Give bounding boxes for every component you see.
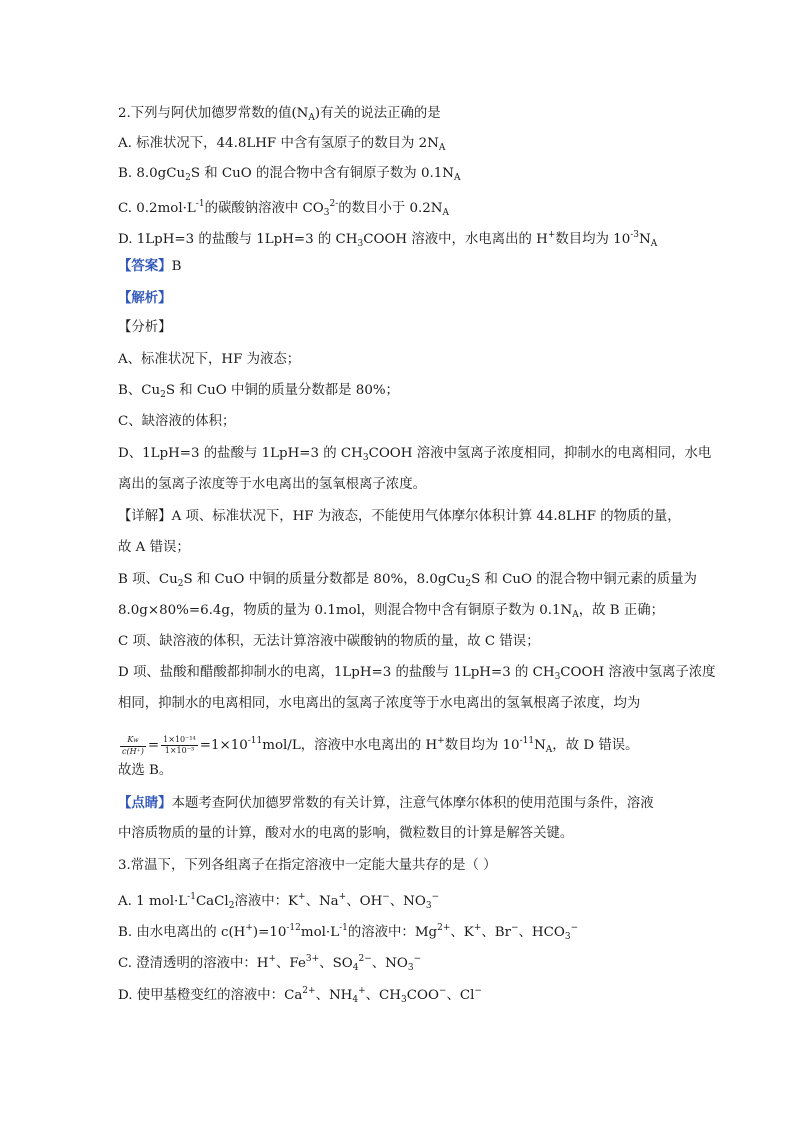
detail-c: C 项、缺溶液的体积，无法计算溶液中碳酸钠的物质的量，故 C 错误；: [118, 634, 540, 649]
detail-d-line3: $\frac{Kw}{c(H^+)}$ = $\frac{\text{1×10⁻¹⁴}}{\text{1×10⁻³}}$ $=1\times 10^{-11}mol/L$，溶液中水电离出的 H+数目均为 $10^{-11}N_A$，故 D 错误。: [122, 734, 639, 756]
detail-d-line2: 相同，抑制水的电离相同，水电离出的氢离子浓度等于水电离出的氢氧根离子浓度，均为: [118, 696, 641, 711]
fenxi-b: B、$Cu_2S$ 和 CuO 中铜的质量分数都是 80%；: [118, 383, 399, 400]
q3-option-d: D. 使甲基橙变红的溶液中：$Ca^{2+}$、$NH_4^+$、$CH_3COO^-$、Cl−: [118, 986, 482, 1005]
dianjing-line1: 【点睛】本题考查阿伏加德罗常数的有关计算，注意气体摩尔体积的使用范围与条件，溶液: [118, 795, 654, 811]
q3-stem: 3.常温下，下列各组离子在指定溶液中一定能大量共存的是（ ）: [118, 858, 497, 873]
detail-a-line2: 故 A 错误；: [118, 540, 190, 555]
fenxi-d-line1: D、1LpH=3 的盐酸与 1LpH=3 的 $CH_3COOH$ 溶液中氢离子浓度相同，抑制水的电离相同，水电: [118, 446, 712, 463]
answer-value: B: [171, 259, 182, 274]
fraction-kw: $\frac{Kw}{c(H^+)}$: [122, 734, 144, 756]
detail-tag: 【详解】: [118, 509, 172, 524]
dianjing-line2: 中溶质物质的量的计算，酸对水的电离的影响，微粒数目的计算是解答关键。: [118, 826, 574, 841]
q2-option-b: B. 8.0gCu$_2$S 和 CuO 的混合物中含有铜原子数为 $0.1N_A$: [118, 166, 461, 183]
analysis-tag: 【解析】: [118, 290, 172, 306]
q3-option-a: A. 1 $mol\cdot L^{-1}CaCl_2$溶液中：K+、Na+、OH−、$NO_3^-$: [118, 892, 440, 911]
q2-stem: 2.下列与阿伏加德罗常数的值$(N_A)$有关的说法正确的是: [118, 106, 441, 123]
detail-b-line2: 8.0g×80%=6.4g，物质的量为 0.1mol，则混合物中含有铜原子数为 $0.1N_A$，故 B 正确；: [118, 603, 665, 620]
q3-option-c: C. 澄清透明的溶液中：H+、$Fe^{3+}$、$SO_4^{2-}$、$NO_3^-$: [118, 954, 422, 973]
fraction-values: $\frac{\text{1×10⁻¹⁴}}{\text{1×10⁻³}}$: [163, 735, 196, 755]
fenxi-a: A、标准状况下，HF 为液态；: [118, 352, 301, 367]
dianjing-tag: 【点睛】: [118, 795, 172, 811]
fenxi-tag: 【分析】: [118, 320, 172, 335]
q2-option-c: C. $0.2mol\cdot L^{-1}$的碳酸钠溶液中 $CO_3^{2-}$的数目小于 $0.2N_A$: [118, 199, 450, 218]
q2-option-a: A. 标准状况下，44.8LHF 中含有氢原子的数目为 $2N_A$: [118, 136, 446, 153]
fenxi-c: C、缺溶液的体积；: [118, 414, 236, 429]
answer-line: [118, 256, 181, 277]
conclusion: 故选 B。: [118, 763, 173, 778]
detail-b-line1: B 项、$Cu_2S$ 和 CuO 中铜的质量分数都是 80%，8.0gCu$_2$S 和 CuO 的混合物中铜元素的质量为: [118, 572, 697, 589]
fenxi-d-line2: 离出的氢离子浓度等于水电离出的氢氧根离子浓度。: [118, 477, 426, 492]
answer-tag: 【答案】: [118, 258, 172, 274]
detail-d-line1: D 项、盐酸和醋酸都抑制水的电离，1LpH=3 的盐酸与 1LpH=3 的 $CH_3COOH$ 溶液中氢离子浓度: [118, 665, 716, 682]
q2-option-d: D. 1LpH=3 的盐酸与 1LpH=3 的 $CH_3COOH$ 溶液中，水电离出的 H+数目均为 $10^{-3}N_A$: [118, 230, 658, 249]
q3-option-b: B. 由水电离出的 $c(H^+)=10^{-12}mol\cdot L^{-1}$的溶液中：$Mg^{2+}$、K+、Br−、$HCO_3^-$: [118, 923, 579, 942]
detail-a-line1: 【详解】A 项、标准状况下，HF 为液态，不能使用气体摩尔体积计算 44.8LHF 的物质的量，: [118, 509, 681, 524]
